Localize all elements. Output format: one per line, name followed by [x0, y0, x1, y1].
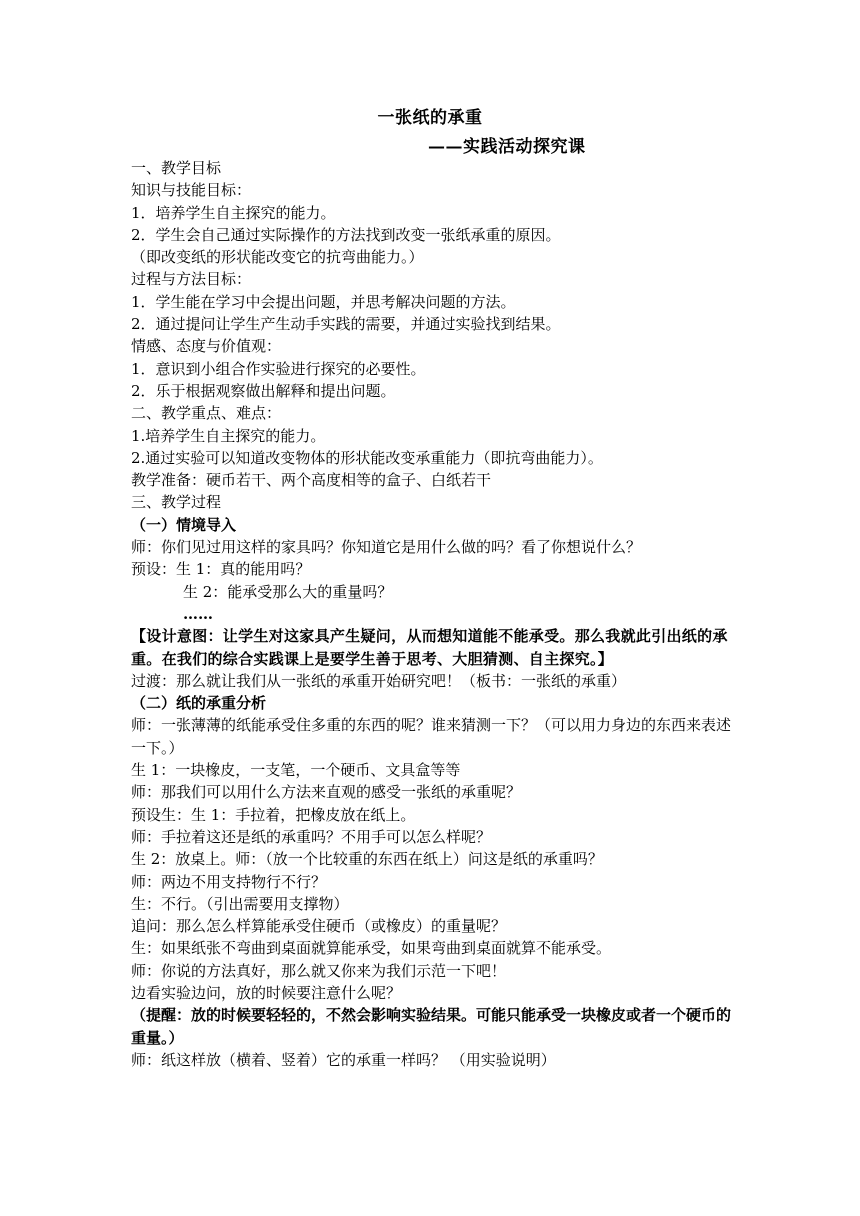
dialogue-line: 生：不行。（引出需要用支撑物）	[131, 894, 349, 913]
section-heading: 二、教学重点、难点：	[131, 404, 282, 423]
dialogue-line: 师：那我们可以用什么方法来直观的感受一张纸的承重呢？	[131, 783, 522, 802]
list-item: 1．意识到小组合作实验进行探究的必要性。	[131, 359, 426, 378]
document-subtitle: ——实践活动探究课	[428, 137, 586, 157]
subsection-heading: （一）情境导入	[131, 515, 237, 534]
design-intent-note: 【设计意图：让学生对这家具产生疑问，从而想知道能不能承受。那么我就此引出纸的承重。在我们的综合实践课上是要学生善于思考、大胆猜测、自主探究。】	[131, 627, 728, 668]
subsection-heading: 知识与技能目标：	[131, 181, 252, 200]
dialogue-line: 追问：那么怎么样算能承受住硬币（或橡皮）的重量呢？	[131, 917, 507, 936]
list-item: 2．通过提问让学生产生动手实践的需要，并通过实验找到结果。	[131, 315, 561, 334]
dialogue-line: 师：你说的方法真好，那么就又你来为我们示范一下吧！	[131, 961, 507, 980]
dialogue-line: 边看实验边问，放的时候要注意什么呢？	[131, 983, 402, 1002]
dialogue-line: 师：一张薄薄的纸能承受住多重的东西的呢？谁来猜测一下？（可以用力身边的东西来表述一下。）	[131, 716, 732, 757]
list-item: 1．培养学生自主探究的能力。	[131, 203, 336, 222]
list-item: 2．乐于根据观察做出解释和提出问题。	[131, 381, 396, 400]
section-heading: 三、教学过程	[131, 493, 222, 512]
reminder-note: （提醒：放的时候要轻轻的，不然会影响实验结果。可能只能承受一块橡皮或者一个硬币的重量。）	[131, 1006, 732, 1047]
dialogue-line: 师：你们见过用这样的家具吗？你知道它是用什么做的吗？看了你想说什么？	[131, 538, 642, 557]
dialogue-line: 师：两边不用支持物行不行？	[131, 872, 327, 891]
section-heading: 一、教学目标	[131, 159, 222, 177]
dialogue-line: 预设：生 1：真的能用吗？	[131, 560, 311, 579]
dialogue-line: 生 2：放桌上。师：（放一个比较重的东西在纸上）问这是纸的承重吗？	[131, 850, 603, 869]
paragraph: 过渡：那么就让我们从一张纸的承重开始研究吧！（板书：一张纸的承重）	[131, 671, 627, 690]
dialogue-line: 生 2：能承受那么大的重量吗？	[183, 582, 393, 601]
dialogue-line: 生 1：一块橡皮，一支笔，一个硬币、文具盒等等	[131, 761, 461, 780]
document-title: 一张纸的承重	[377, 108, 483, 128]
list-item: 1.培养学生自主探究的能力。	[131, 426, 326, 445]
list-item: 2．学生会自己通过实际操作的方法找到改变一张纸承重的原因。	[131, 225, 561, 244]
dialogue-line: 生：如果纸张不弯曲到桌面就算能承受，如果弯曲到桌面就算不能承受。	[131, 939, 612, 958]
subsection-heading: 情感、态度与价值观：	[131, 337, 282, 356]
subsection-heading: 过程与方法目标：	[131, 270, 252, 289]
subsection-heading: （二）纸的承重分析	[131, 694, 267, 713]
list-item: 1．学生能在学习中会提出问题，并思考解决问题的方法。	[131, 292, 516, 311]
dialogue-line: 预设生：生 1：手拉着，把橡皮放在纸上。	[131, 805, 416, 824]
paragraph: （即改变纸的形状能改变它的抗弯曲能力。）	[131, 248, 424, 267]
paragraph: 教学准备：硬币若干、两个高度相等的盒子、白纸若干	[131, 471, 492, 490]
dialogue-line: 师：手拉着这还是纸的承重吗？不用手可以怎么样呢？	[131, 827, 492, 846]
dialogue-line: 师：纸这样放（横着、竖着）它的承重一样吗？ （用实验说明）	[131, 1050, 556, 1069]
list-item: 2.通过实验可以知道改变物体的形状能改变承重能力（即抗弯曲能力）。	[131, 448, 603, 467]
document-body	[131, 157, 735, 1071]
ellipsis-line: ……	[183, 604, 213, 623]
